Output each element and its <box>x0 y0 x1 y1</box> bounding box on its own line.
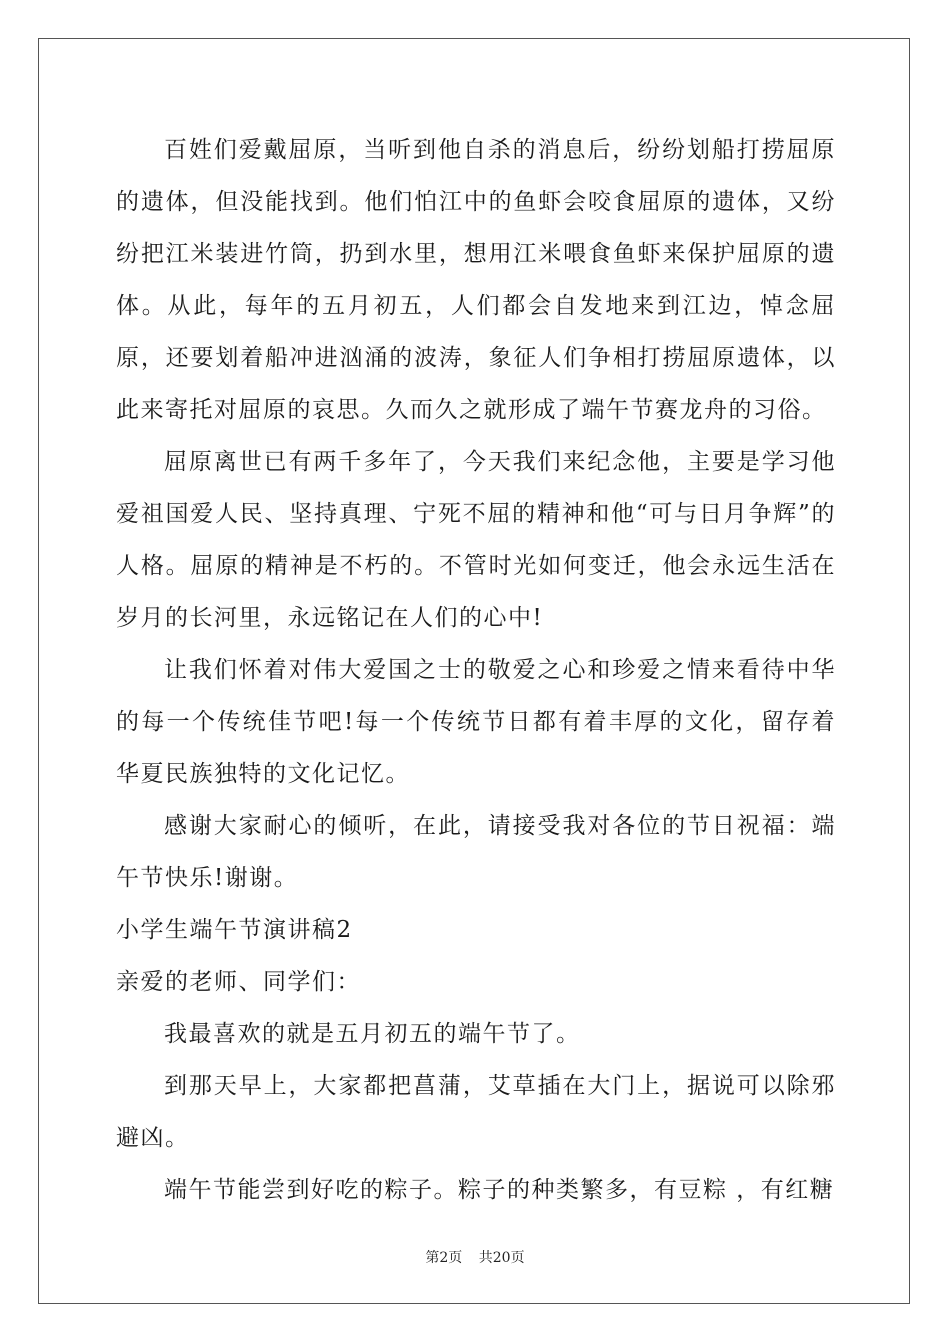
paragraph: 我最喜欢的就是五月初五的端午节了。 <box>164 1021 581 1047</box>
paragraph: 让我们怀着对伟大爱国之士的敬爱之心和珍爱之情来看待中华的每一个传统佳节吧!每一个传统节日都有着丰厚的文化，留存着华夏民族独特的文化记忆。 <box>116 657 836 787</box>
section-title: 小学生端午节演讲稿2 <box>116 917 353 943</box>
page-footer <box>0 1247 950 1267</box>
salutation: 亲爱的老师、同学们： <box>116 969 361 995</box>
paragraph: 端午节能尝到好吃的粽子。粽子的种类繁多，有豆粽 ，有红糖 <box>164 1177 835 1203</box>
paragraph: 到那天早上，大家都把菖蒲，艾草插在大门上，据说可以除邪避凶。 <box>116 1073 836 1151</box>
document-body <box>116 124 836 1216</box>
page-number: 第2页 <box>425 1250 463 1266</box>
paragraph: 百姓们爱戴屈原，当听到他自杀的消息后，纷纷划船打捞屈原的遗体，但没能找到。他们怕江中的鱼虾会咬食屈原的遗体，又纷纷把江米装进竹筒，扔到水里，想用江米喂食鱼虾来保护屈原的遗体。从此，每年的五月初五，人们都会自发地来到江边，悼念屈原，还要划着船冲进汹涌的波涛，象征人们争相打捞屈原遗体，以此来寄托对屈原的哀思。久而久之就形成了端午节赛龙舟的习俗。 <box>116 137 836 423</box>
page-total: 共20页 <box>478 1250 525 1266</box>
paragraph: 屈原离世已有两千多年了，今天我们来纪念他，主要是学习他爱祖国爱人民、坚持真理、宁死不屈的精神和他“可与日月争辉”的人格。屈原的精神是不朽的。不管时光如何变迁，他会永远生活在岁月的长河里，永远铭记在人们的心中! <box>116 449 836 631</box>
paragraph: 感谢大家耐心的倾听，在此，请接受我对各位的节日祝福：端午节快乐!谢谢。 <box>116 813 836 891</box>
